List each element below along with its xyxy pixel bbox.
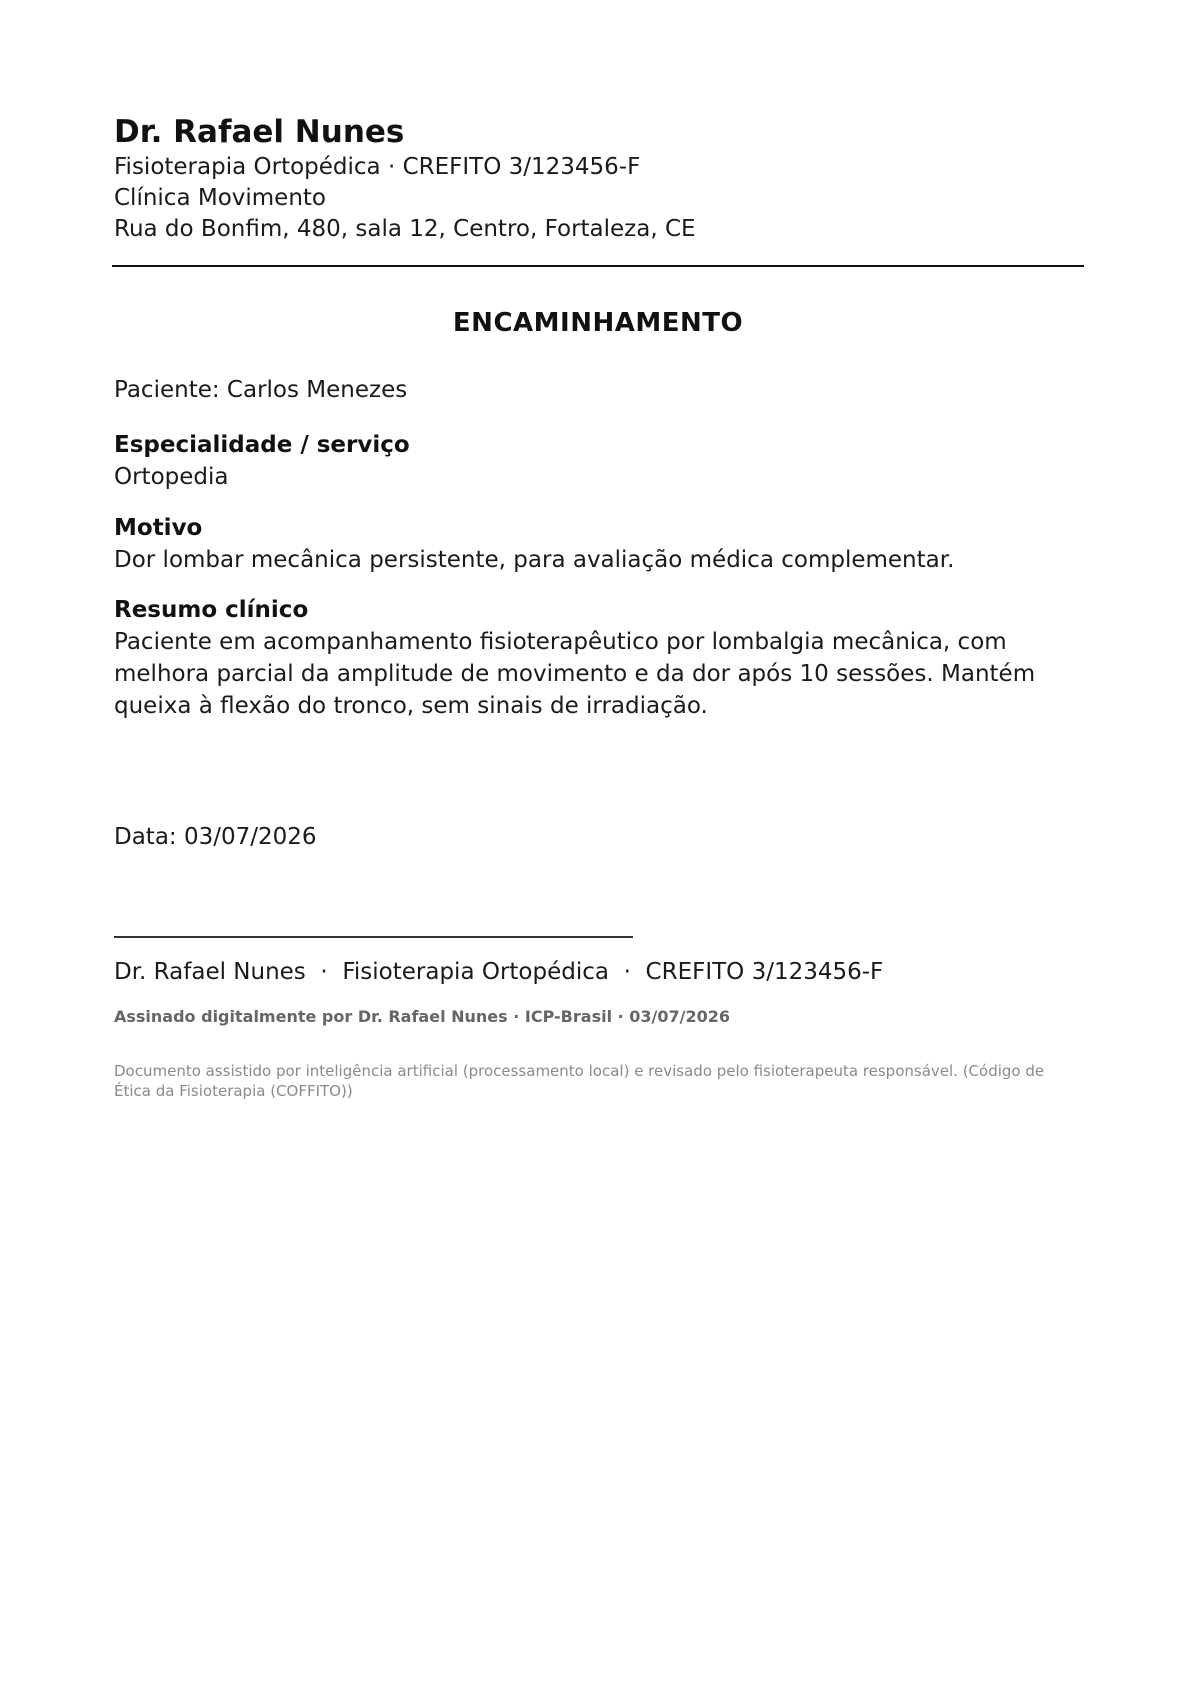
specialty-registration-line: Fisioterapia Ortopédica · CREFITO 3/123456-F — [114, 154, 641, 180]
clinic-name: Clínica Movimento — [114, 185, 326, 211]
document-date: Data: 03/07/2026 — [114, 824, 317, 850]
reason-value: Dor lombar mecânica persistente, para avaliação médica complementar. — [114, 547, 955, 573]
letterhead — [114, 112, 1084, 245]
clinical-summary-value: Paciente em acompanhamento fisioterapêutico por lombalgia mecânica, com melhora parcial da amplitude de movimento e da dor após 10 sessões. Mantém queixa à flexão do tronco, sem sinais de irradiação. — [114, 629, 1036, 719]
header-divider — [112, 265, 1084, 267]
specialty-label: Especialidade / serviço — [114, 432, 410, 458]
ai-disclaimer: Documento assistido por inteligência artificial (processamento local) e revisado pelo fisioterapeuta responsável. (Código de Ética da Fisioterapia (COFFITO)) — [114, 1062, 1045, 1100]
document-title: ENCAMINHAMENTO — [452, 308, 744, 338]
signature-name-line: Dr. Rafael Nunes · Fisioterapia Ortopédica · CREFITO 3/123456-F — [114, 959, 884, 985]
doctor-name: Dr. Rafael Nunes — [114, 114, 405, 150]
clinical-summary-label: Resumo clínico — [114, 597, 309, 623]
reason-label: Motivo — [114, 515, 203, 541]
specialty-value: Ortopedia — [114, 464, 229, 490]
digital-signature-note: Assinado digitalmente por Dr. Rafael Nunes · ICP-Brasil · 03/07/2026 — [114, 1007, 731, 1026]
clinical-summary-section — [114, 595, 1084, 722]
patient-line: Paciente: Carlos Menezes — [114, 377, 408, 403]
clinic-address: Rua do Bonfim, 480, sala 12, Centro, Fortaleza, CE — [114, 216, 696, 242]
reason-section — [114, 513, 1084, 576]
specialty-section — [114, 430, 1084, 493]
signature-line — [114, 936, 633, 938]
